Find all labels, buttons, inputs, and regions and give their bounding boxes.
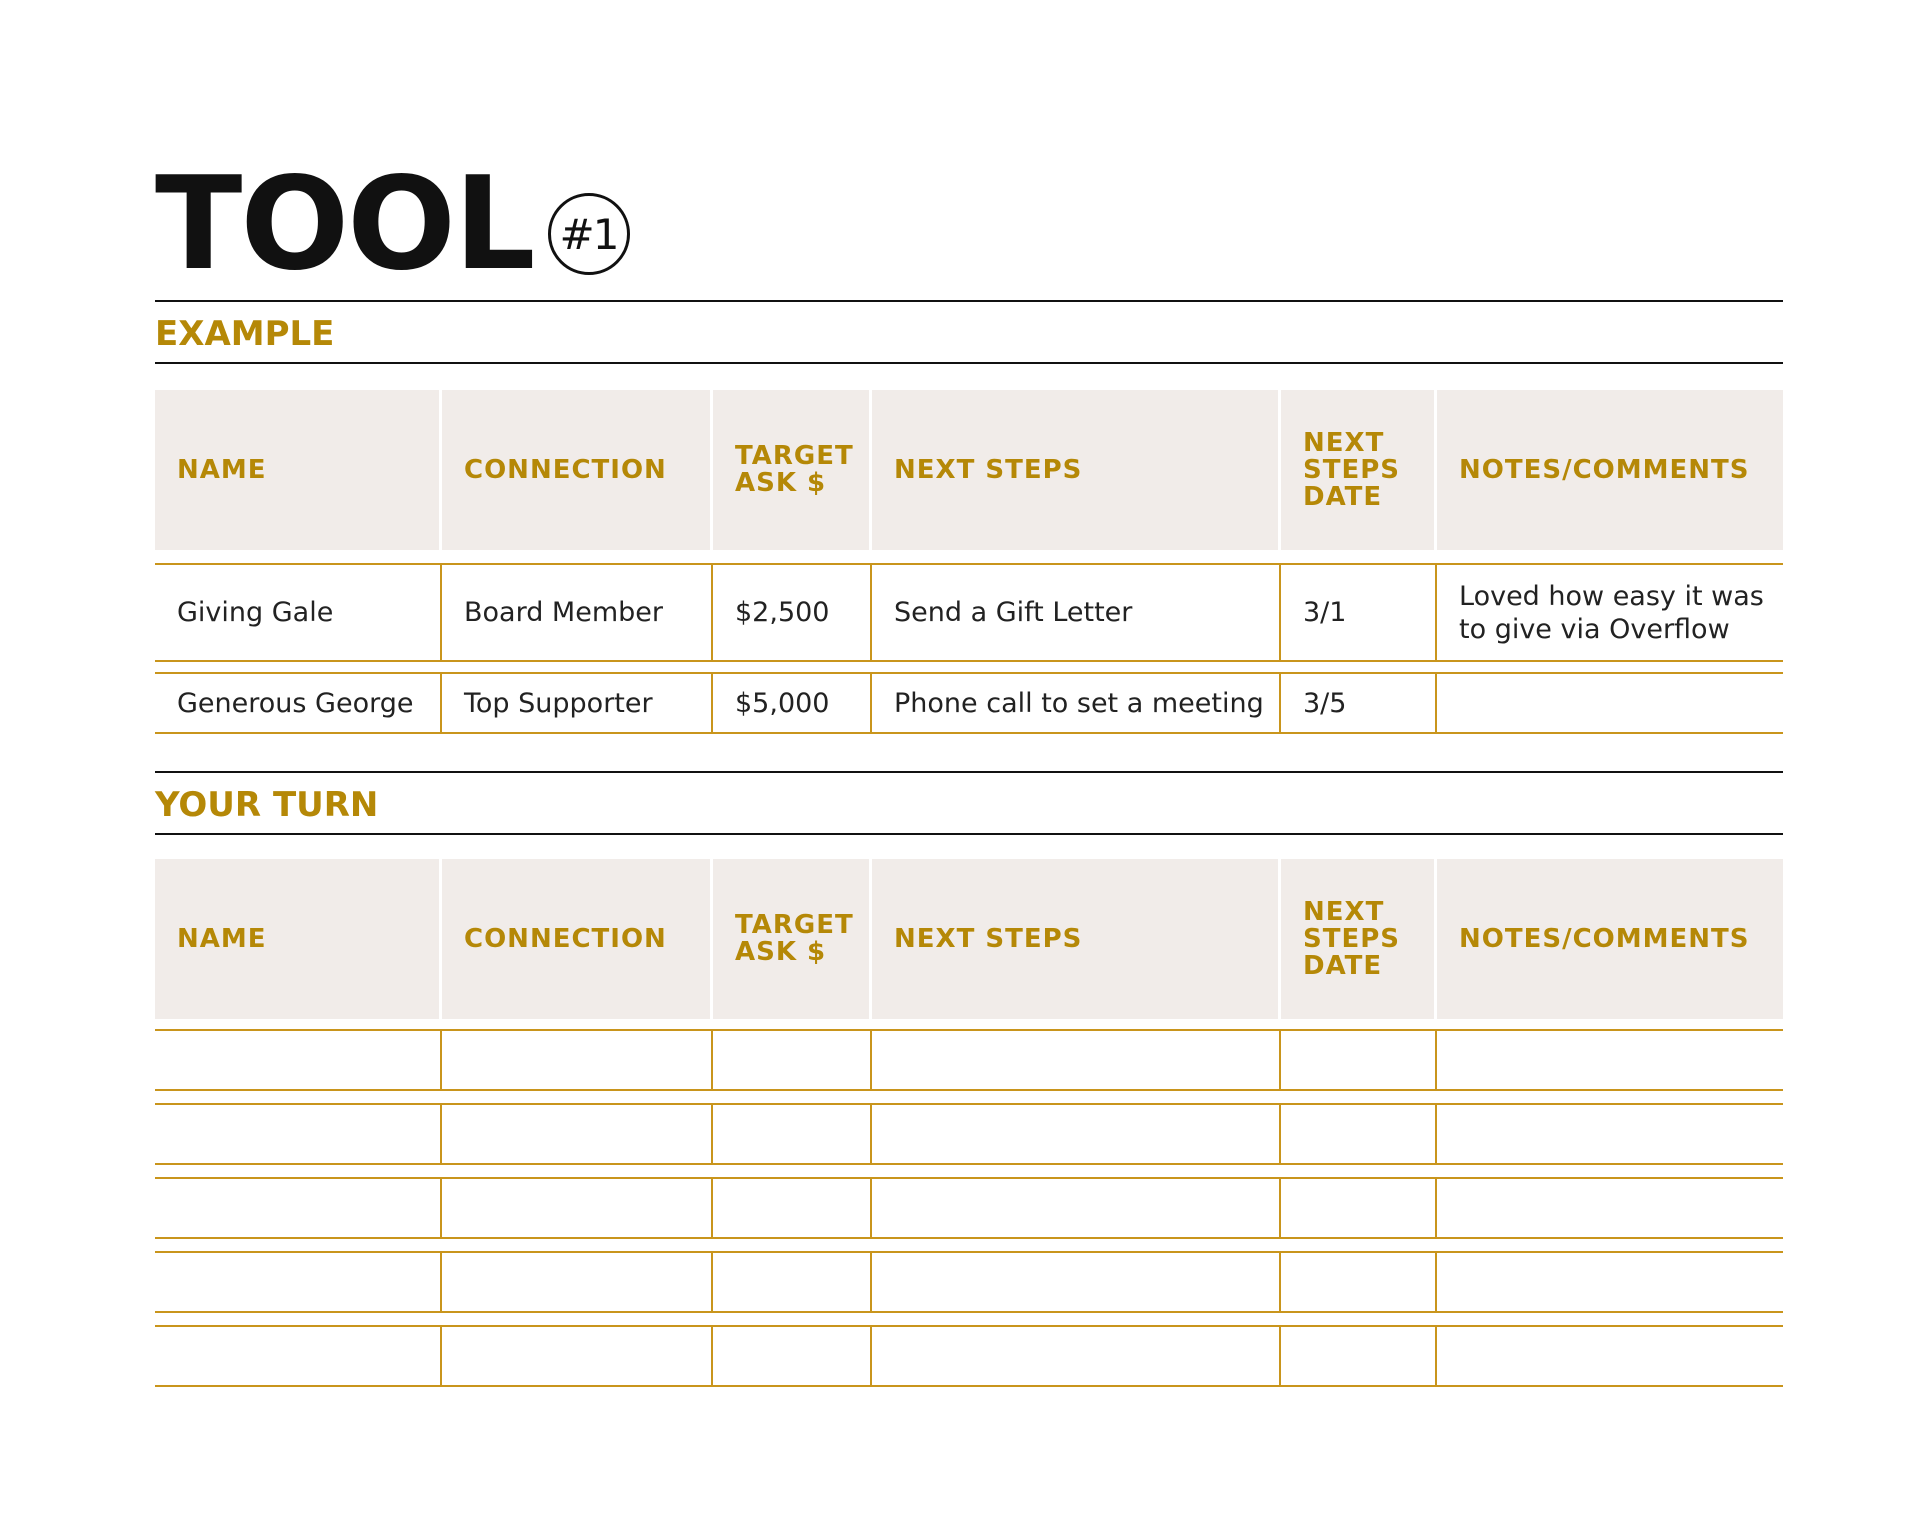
cell-next-steps-date[interactable]: [1281, 1105, 1437, 1163]
number-badge: #1: [548, 193, 630, 275]
cell-target-ask[interactable]: [713, 1179, 872, 1237]
cell-name[interactable]: [155, 1031, 442, 1089]
example-header-row: [155, 390, 1783, 550]
cell-next-steps-date[interactable]: [1281, 1327, 1437, 1385]
cell-target-ask: $2,500: [713, 565, 872, 660]
col-header-target-ask: TARGET ASK $: [713, 859, 872, 1019]
cell-next-steps[interactable]: [872, 1327, 1281, 1385]
col-header-next-steps-date: NEXT STEPS DATE: [1281, 859, 1437, 1019]
table-row: [155, 672, 1783, 734]
cell-next-steps-date: 3/5: [1281, 674, 1437, 732]
cell-connection[interactable]: [442, 1327, 713, 1385]
cell-name[interactable]: [155, 1179, 442, 1237]
cell-next-steps-date[interactable]: [1281, 1031, 1437, 1089]
cell-next-steps-date[interactable]: [1281, 1253, 1437, 1311]
your-turn-heading: YOUR TURN: [155, 785, 379, 825]
cell-notes[interactable]: [1437, 1105, 1783, 1163]
cell-next-steps-date: 3/1: [1281, 565, 1437, 660]
cell-notes[interactable]: [1437, 1031, 1783, 1089]
col-header-name: NAME: [155, 390, 442, 550]
cell-notes[interactable]: [1437, 1327, 1783, 1385]
col-header-target-ask: TARGET ASK $: [713, 390, 872, 550]
blank-row: [155, 1177, 1783, 1239]
cell-notes: Loved how easy it was to give via Overflow: [1459, 580, 1764, 645]
cell-connection: Board Member: [442, 565, 713, 660]
cell-notes: [1437, 674, 1783, 732]
col-header-next-steps-date: NEXT STEPS DATE: [1281, 390, 1437, 550]
example-section-header: [155, 300, 1783, 364]
col-header-name: NAME: [155, 859, 442, 1019]
blank-row: [155, 1251, 1783, 1313]
col-header-notes: NOTES/COMMENTS: [1437, 390, 1783, 550]
your-turn-header-row: [155, 859, 1783, 1019]
cell-name: Giving Gale: [155, 565, 442, 660]
cell-target-ask[interactable]: [713, 1253, 872, 1311]
cell-next-steps[interactable]: [872, 1253, 1281, 1311]
cell-name[interactable]: [155, 1327, 442, 1385]
col-header-connection: CONNECTION: [442, 390, 713, 550]
cell-next-steps: Phone call to set a meeting: [872, 674, 1281, 732]
cell-notes[interactable]: [1437, 1253, 1783, 1311]
cell-connection: Top Supporter: [442, 674, 713, 732]
cell-connection[interactable]: [442, 1179, 713, 1237]
cell-connection[interactable]: [442, 1031, 713, 1089]
cell-name: Generous George: [155, 674, 442, 732]
col-header-notes: NOTES/COMMENTS: [1437, 859, 1783, 1019]
cell-target-ask[interactable]: [713, 1105, 872, 1163]
cell-next-steps[interactable]: [872, 1179, 1281, 1237]
cell-connection[interactable]: [442, 1253, 713, 1311]
blank-row: [155, 1103, 1783, 1165]
cell-name[interactable]: [155, 1253, 442, 1311]
cell-next-steps[interactable]: [872, 1031, 1281, 1089]
cell-target-ask: $5,000: [713, 674, 872, 732]
title-row: [155, 150, 630, 299]
cell-target-ask[interactable]: [713, 1031, 872, 1089]
example-heading: EXAMPLE: [155, 314, 335, 354]
col-header-connection: CONNECTION: [442, 859, 713, 1019]
col-header-next-steps: NEXT STEPS: [872, 859, 1281, 1019]
cell-next-steps: Send a Gift Letter: [872, 565, 1281, 660]
cell-notes[interactable]: [1437, 1179, 1783, 1237]
cell-connection[interactable]: [442, 1105, 713, 1163]
your-turn-section-header: [155, 771, 1783, 835]
cell-name[interactable]: [155, 1105, 442, 1163]
table-row: [155, 563, 1783, 662]
blank-row: [155, 1029, 1783, 1091]
cell-next-steps[interactable]: [872, 1105, 1281, 1163]
cell-target-ask[interactable]: [713, 1327, 872, 1385]
cell-next-steps-date[interactable]: [1281, 1179, 1437, 1237]
page-title: TOOL: [155, 150, 534, 299]
blank-row: [155, 1325, 1783, 1387]
col-header-next-steps: NEXT STEPS: [872, 390, 1281, 550]
